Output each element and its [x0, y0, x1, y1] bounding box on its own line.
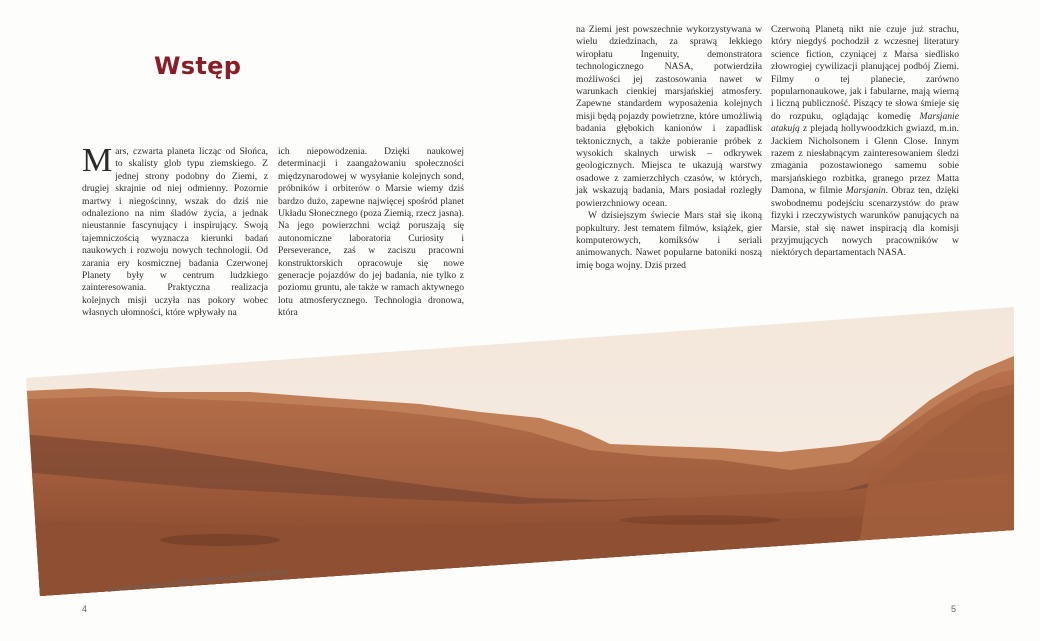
column-2-text: ich niepowodzenia. Dzięki naukowej determinacji i zaangażowaniu społeczności międzynarodowej w wysyłanie kolejnych sond, próbników i orbiterów o Marsie wiemy dziś bardzo dużo, zapewne najwięcej spośród planet Układu Słonecznego (poza Ziemią, rzecz jasna). Na jego powierzchni wciąż poruszają się autonomiczne laboratoria Curiosity i Perseverance, zaś w zaciszu pracowni konstruktorskich opracowuje się nowe generacje pojazdów do jej badania, nie tylko z poziomu gruntu, ale także w ramach aktywnego lotu atmosferycznego. Technologia dronowa, która [278, 146, 464, 319]
page-number-right: 5 [951, 604, 957, 614]
page-number-left: 4 [82, 604, 88, 614]
film-title-mars-attacks: Marsjanie atakują [771, 110, 959, 135]
column-4-text-a: Czerwoną Planetą nikt nie czuje już strachu, który niegdyś pochodził z wczesnej literatury science fiction, czyniącej z Marsa siedlisko złowrogiej cywilizacji planującej podbój Ziemi. Filmy o tej planecie, zarówno popularnonaukowe, jak i fabularne, mają wierną i liczną publiczność. Piszący te słowa śmieje się do rozpuku, oglądając komedię [771, 24, 959, 122]
column-3-paragraph-1: na Ziemi jest powszechnie wykorzystywana w wielu dziedzinach, za sprawą lekkiego wiropłatu Ingenuity, demonstratora technologicznego NASA, potwierdziła możliwości jej zastosowania nawet w warunkach cienkiej marsjańskiej atmosfery. Zapewne standardem wyposażenia kolejnych misji będą pojazdy powietrzne, które umożliwią badania głębokich kanionów i zapadlisk tektonicznych, a także pobieranie próbek z wysokich skalnych urwisk – odkrywek geologicznych. Miejsca te ukazują warstwy osadowe z zamierzchłych czasów, w których, jak wskazują badania, Mars posiadał rozległy powierzchniowy ocean. [576, 24, 762, 209]
column-4-text-c: . Obraz ten, dzięki swobodnemu podejściu scenarzystów do praw fizyki i rzeczywistych warunków panujących na Marsie, stał się nawet inspiracją dla komisji przyjmujących nowych pracowników w niektórych departamentach NASA. [771, 185, 960, 259]
column-1-text: ars, czwarta planeta licząc od Słońca, to skalisty glob typu ziemskiego. Z jednej strony podobny do Ziemi, z drugiej skrajnie od niej odmienny. Pozornie martwy i niegościnny, wszak do dziś nie odnaleziono na nim śladów życia, a jednak nieustannie fascynujący i inspirujący. Swoją tajemniczością wyznacza kierunki badań naukowych i rozwoju nowych technologii. Od zarania ery kosmicznej badania Czerwonej Planety były w centrum ludzkiego zainteresowania. Praktyczna realizacja kolejnych misji uczyła nas pokory wobec własnych ułomności, które wpływały na [82, 146, 268, 319]
film-title-the-martian: Marsjanin [845, 185, 886, 197]
drop-cap: M [82, 142, 113, 179]
chapter-title: Wstęp [154, 52, 242, 80]
column-3-paragraph-2: W dzisiejszym świecie Mars stał się ikoną popkultury. Jest tematem filmów, książek, gier komputerowych, komiksów i seriali animowanych. Nawet popularne batoniki noszą imię boga wojny. Dziś przed [576, 210, 762, 271]
photo-caption: Powierzchnia Marsa na zdjęciu zrobionym przez łazik Curiosity. [108, 567, 289, 594]
column-4-text-b: z plejadą hollywoodzkich gwiazd, m.in. Jackiem Nicholsonem i Glenn Close. Innym razem z niesłabnącym zainteresowaniem śledzi zmagania pozostawionego samemu sobie marsjańskiego rozbitka, granego przez Matta Damona, w filmie [771, 123, 959, 197]
